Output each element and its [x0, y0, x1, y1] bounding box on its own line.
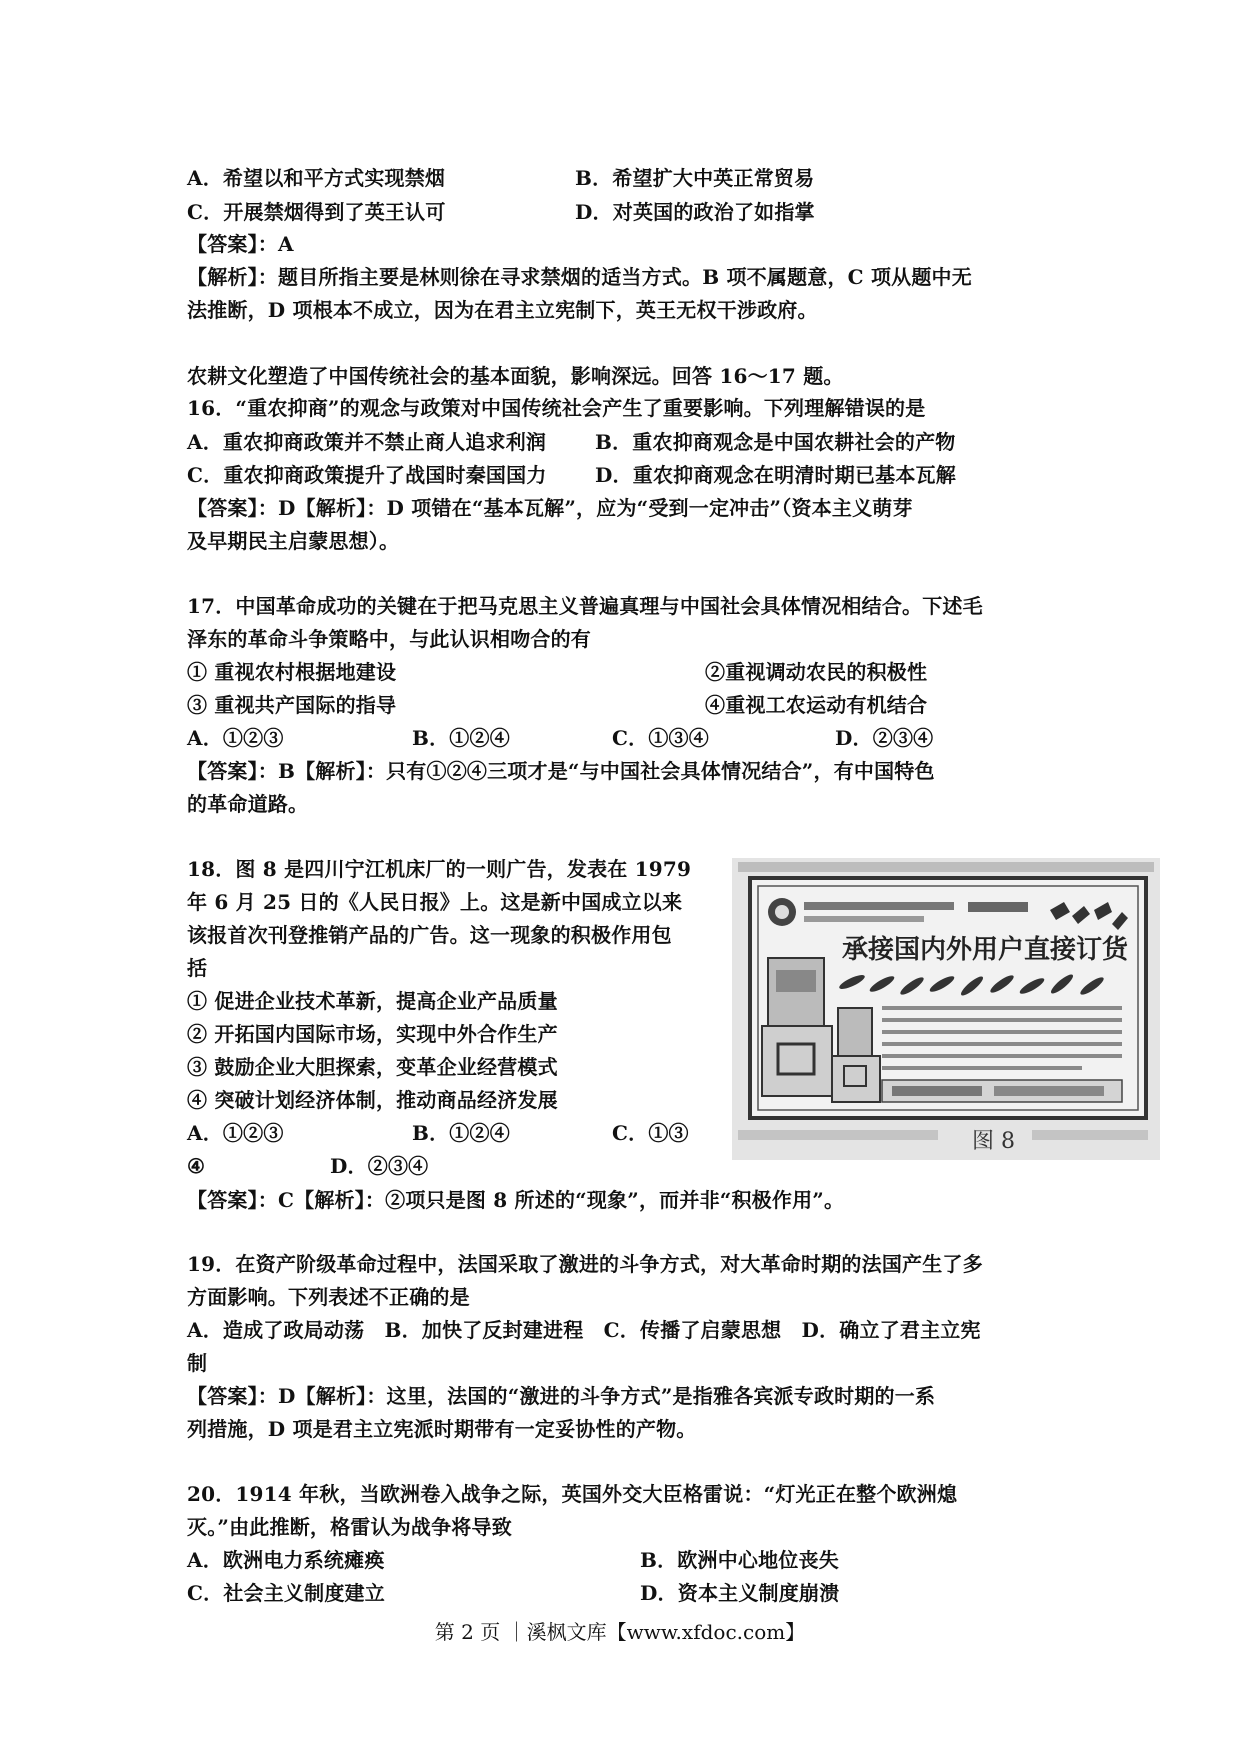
figure-8-advertisement: [732, 858, 1160, 1160]
q18-option-d: D．②③④: [330, 1154, 429, 1178]
q20-option-d: D．资本主义制度崩溃: [640, 1581, 840, 1605]
q17-item-4: ④重视工农运动有机结合: [705, 693, 928, 717]
q18-item-4: ④ 突破计划经济体制，推动商品经济发展: [187, 1088, 558, 1112]
q18-option-b: B．①②④: [412, 1121, 510, 1145]
q18-stem-line1: 18．图 8 是四川宁江机床厂的一则广告，发表在 1979: [187, 857, 692, 881]
q18-option-a: A．①②③: [187, 1121, 284, 1145]
q18-item-1: ① 促进企业技术革新，提高企业产品质量: [187, 989, 558, 1013]
q20-option-c: C．社会主义制度建立: [187, 1581, 385, 1605]
q15-option-c: C．开展禁烟得到了英王认可: [187, 200, 446, 224]
q18-item-3: ③ 鼓励企业大胆探索，变革企业经营模式: [187, 1055, 558, 1079]
q16-answer-line2: 及早期民主启蒙思想）。: [187, 529, 400, 553]
q17-item-1: ① 重视农村根据地建设: [187, 660, 397, 684]
q17-stem-line1: 17．中国革命成功的关键在于把马克思主义普遍真理与中国社会具体情况相结合。下述毛: [187, 594, 983, 618]
q19-answer-line2: 列措施，D 项是君主立宪派时期带有一定妥协性的产物。: [187, 1417, 697, 1441]
q20-stem-line1: 20．1914 年秋，当欧洲卷入战争之际，英国外交大臣格雷说：“灯光正在整个欧洲熄: [187, 1482, 958, 1506]
q16-option-a: A．重农抑商政策并不禁止商人追求利润: [187, 430, 547, 454]
q16-option-b: B．重农抑商观念是中国农耕社会的产物: [595, 430, 956, 454]
advertisement-image: [732, 858, 1160, 1160]
q16-answer-line1: 【答案】：D【解析】：D 项错在“基本瓦解”，应为“受到一定冲击”（资本主义萌芽: [187, 496, 913, 520]
q20-option-a: A．欧洲电力系统瘫痪: [187, 1548, 385, 1572]
section-intro: 农耕文化塑造了中国传统社会的基本面貌，影响深远。回答 16～17 题。: [187, 364, 844, 388]
q15-option-d: D．对英国的政治了如指掌: [575, 200, 815, 224]
q18-stem-line4: 括: [187, 956, 208, 980]
page-footer: 第 2 页 ｜溪枫文库【www.xfdoc.com】: [434, 1620, 806, 1644]
q15-analysis-line1: 【解析】：题目所指主要是林则徐在寻求禁烟的适当方式。B 项不属题意，C 项从题中无: [187, 265, 972, 289]
advertisement-title: 承接国内外用户直接订货: [842, 935, 1129, 965]
q15-analysis-line2: 法推断，D 项根本不成立，因为在君主立宪制下，英王无权干涉政府。: [187, 298, 818, 322]
q18-answer: 【答案】：C【解析】：②项只是图 8 所述的“现象”，而并非“积极作用”。: [187, 1188, 845, 1212]
q19-stem-line2: 方面影响。下列表述不正确的是: [187, 1285, 470, 1309]
q17-option-a: A．①②③: [187, 726, 284, 750]
q15-option-b: B．希望扩大中英正常贸易: [575, 166, 815, 190]
q19-stem-line1: 19．在资产阶级革命过程中，法国采取了激进的斗争方式，对大革命时期的法国产生了多: [187, 1252, 983, 1276]
q16-stem: 16．“重农抑商”的观念与政策对中国传统社会产生了重要影响。下列理解错误的是: [187, 396, 926, 420]
q19-options-line2: 制: [187, 1351, 208, 1375]
q15-answer: 【答案】：A: [187, 232, 294, 256]
q19-options-line1: A．造成了政局动荡 B．加快了反封建进程 C．传播了启蒙思想 D．确立了君主立宪: [187, 1318, 981, 1342]
q17-option-d: D．②③④: [835, 726, 934, 750]
q19-answer-line1: 【答案】：D【解析】：这里，法国的“激进的斗争方式”是指雅各宾派专政时期的一系: [187, 1384, 936, 1408]
q15-option-a: A．希望以和平方式实现禁烟: [187, 166, 446, 190]
q18-option-c-continued: ④: [187, 1154, 206, 1178]
q18-option-c: C．①③: [612, 1121, 689, 1145]
q18-stem-line2: 年 6 月 25 日的《人民日报》上。这是新中国成立以来: [187, 890, 683, 914]
q17-item-3: ③ 重视共产国际的指导: [187, 693, 397, 717]
q16-option-c: C．重农抑商政策提升了战国时秦国国力: [187, 463, 547, 487]
q18-stem-line3: 该报首次刊登推销产品的广告。这一现象的积极作用包: [187, 923, 672, 947]
q20-option-b: B．欧洲中心地位丧失: [640, 1548, 839, 1572]
q17-option-c: C．①③④: [612, 726, 709, 750]
q17-option-b: B．①②④: [412, 726, 510, 750]
q20-stem-line2: 灭。”由此推断，格雷认为战争将导致: [187, 1515, 512, 1539]
q16-option-d: D．重农抑商观念在明清时期已基本瓦解: [595, 463, 956, 487]
q17-item-2: ②重视调动农民的积极性: [705, 660, 928, 684]
q17-stem-line2: 泽东的革命斗争策略中，与此认识相吻合的有: [187, 627, 591, 651]
q18-item-2: ② 开拓国内国际市场，实现中外合作生产: [187, 1022, 558, 1046]
q17-answer-line1: 【答案】：B【解析】：只有①②④三项才是“与中国社会具体情况结合”，有中国特色: [187, 759, 935, 783]
figure-caption: 图 8: [972, 1129, 1015, 1154]
q17-answer-line2: 的革命道路。: [187, 792, 309, 816]
